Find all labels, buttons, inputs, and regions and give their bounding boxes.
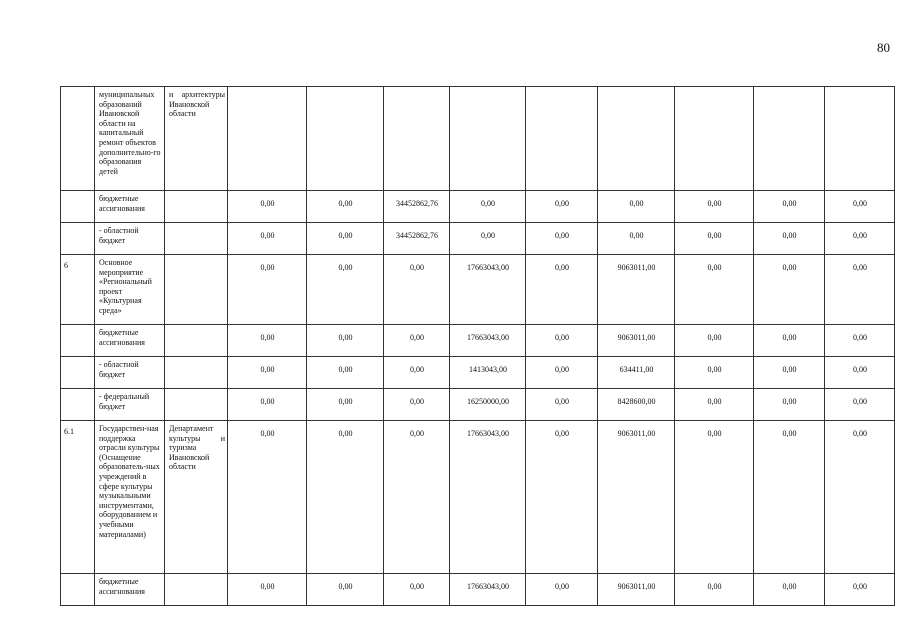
value-cell: 0,00 xyxy=(526,223,598,255)
value-cell: 0,00 xyxy=(754,574,825,606)
value-cell: 0,00 xyxy=(754,223,825,255)
value-cell xyxy=(228,87,307,191)
measure-name-cell: - областной бюджет xyxy=(95,223,165,255)
responsible-cell xyxy=(165,357,228,389)
value-cell: 0,00 xyxy=(675,389,754,421)
row-number-cell xyxy=(61,389,95,421)
value-cell: 0,00 xyxy=(384,325,450,357)
value-cell: 0,00 xyxy=(675,421,754,574)
value-cell: 0,00 xyxy=(825,574,895,606)
value-cell: 0,00 xyxy=(526,389,598,421)
measure-name-cell: бюджетные ассигнования xyxy=(95,191,165,223)
value-cell xyxy=(754,87,825,191)
measure-name-cell: бюджетные ассигнования xyxy=(95,325,165,357)
value-cell: 0,00 xyxy=(675,325,754,357)
row-number-cell xyxy=(61,223,95,255)
value-cell: 0,00 xyxy=(675,357,754,389)
value-cell: 0,00 xyxy=(526,325,598,357)
value-cell: 0,00 xyxy=(754,255,825,325)
value-cell: 0,00 xyxy=(307,223,384,255)
row-number-cell xyxy=(61,574,95,606)
responsible-cell xyxy=(165,389,228,421)
value-cell: 0,00 xyxy=(754,421,825,574)
value-cell: 34452862,76 xyxy=(384,191,450,223)
value-cell: 0,00 xyxy=(228,421,307,574)
table-row xyxy=(61,389,895,421)
value-cell: 1413043,00 xyxy=(450,357,526,389)
value-cell xyxy=(450,87,526,191)
value-cell: 0,00 xyxy=(228,223,307,255)
budget-table xyxy=(60,86,895,606)
responsible-cell xyxy=(165,223,228,255)
value-cell: 0,00 xyxy=(228,325,307,357)
responsible-cell xyxy=(165,325,228,357)
value-cell: 0,00 xyxy=(526,255,598,325)
value-cell: 0,00 xyxy=(228,191,307,223)
table-row xyxy=(61,574,895,606)
row-number-cell: 6 xyxy=(61,255,95,325)
table-row xyxy=(61,191,895,223)
value-cell: 0,00 xyxy=(526,574,598,606)
responsible-cell xyxy=(165,574,228,606)
value-cell: 0,00 xyxy=(307,191,384,223)
measure-name-cell: Основное мероприятие «Региональный проект «Культурная среда» xyxy=(95,255,165,325)
value-cell: 0,00 xyxy=(754,357,825,389)
value-cell: 17663043,00 xyxy=(450,325,526,357)
value-cell: 0,00 xyxy=(307,421,384,574)
value-cell: 0,00 xyxy=(450,223,526,255)
value-cell: 0,00 xyxy=(384,421,450,574)
value-cell: 0,00 xyxy=(825,357,895,389)
page-number: 80 xyxy=(877,40,890,55)
row-number-cell xyxy=(61,87,95,191)
value-cell: 0,00 xyxy=(384,255,450,325)
value-cell: 0,00 xyxy=(228,389,307,421)
value-cell: 0,00 xyxy=(526,191,598,223)
measure-name-cell: - федеральный бюджет xyxy=(95,389,165,421)
measure-name-cell: Государствен-ная поддержка отрасли культуры (Оснащение образователь-ных учреждений в сфере культуры музыкальными инструментами, оборудованием и учебными материалами) xyxy=(95,421,165,574)
value-cell: 0,00 xyxy=(384,389,450,421)
value-cell: 0,00 xyxy=(675,255,754,325)
measure-name-cell: бюджетные ассигнования xyxy=(95,574,165,606)
row-number-cell xyxy=(61,325,95,357)
value-cell: 17663043,00 xyxy=(450,255,526,325)
table-row xyxy=(61,223,895,255)
value-cell: 0,00 xyxy=(526,357,598,389)
value-cell: 34452862,76 xyxy=(384,223,450,255)
value-cell: 17663043,00 xyxy=(450,421,526,574)
value-cell: 0,00 xyxy=(825,389,895,421)
value-cell xyxy=(307,87,384,191)
value-cell: 0,00 xyxy=(675,191,754,223)
row-number-cell: 6.1 xyxy=(61,421,95,574)
table-row xyxy=(61,255,895,325)
value-cell: 0,00 xyxy=(384,357,450,389)
table-row xyxy=(61,421,895,574)
table-row xyxy=(61,325,895,357)
value-cell: 9063011,00 xyxy=(598,325,675,357)
value-cell xyxy=(675,87,754,191)
value-cell: 634411,00 xyxy=(598,357,675,389)
measure-name-cell: - областной бюджет xyxy=(95,357,165,389)
row-number-cell xyxy=(61,357,95,389)
value-cell: 0,00 xyxy=(228,574,307,606)
table-row xyxy=(61,87,895,191)
value-cell: 0,00 xyxy=(825,255,895,325)
value-cell: 9063011,00 xyxy=(598,255,675,325)
value-cell: 0,00 xyxy=(754,389,825,421)
value-cell: 9063011,00 xyxy=(598,574,675,606)
value-cell: 0,00 xyxy=(675,223,754,255)
value-cell: 8428600,00 xyxy=(598,389,675,421)
value-cell: 0,00 xyxy=(825,325,895,357)
value-cell xyxy=(598,87,675,191)
value-cell: 0,00 xyxy=(307,357,384,389)
value-cell xyxy=(526,87,598,191)
value-cell: 0,00 xyxy=(754,325,825,357)
value-cell: 0,00 xyxy=(675,574,754,606)
value-cell: 9063011,00 xyxy=(598,421,675,574)
value-cell: 0,00 xyxy=(307,325,384,357)
measure-name-cell: муниципальных образований Ивановской области на капитальный ремонт объектов дополнительно-го образования детей xyxy=(95,87,165,191)
value-cell: 16250000,00 xyxy=(450,389,526,421)
responsible-cell xyxy=(165,255,228,325)
value-cell: 0,00 xyxy=(307,255,384,325)
table-row xyxy=(61,357,895,389)
responsible-cell: и архитектуры Ивановской области xyxy=(165,87,228,191)
value-cell: 0,00 xyxy=(384,574,450,606)
value-cell: 0,00 xyxy=(825,223,895,255)
value-cell: 0,00 xyxy=(598,223,675,255)
value-cell xyxy=(825,87,895,191)
row-number-cell xyxy=(61,191,95,223)
value-cell: 0,00 xyxy=(450,191,526,223)
value-cell: 0,00 xyxy=(598,191,675,223)
value-cell: 0,00 xyxy=(307,574,384,606)
responsible-cell: Департамент культуры и туризма Ивановской области xyxy=(165,421,228,574)
value-cell: 0,00 xyxy=(825,191,895,223)
value-cell: 0,00 xyxy=(307,389,384,421)
value-cell: 0,00 xyxy=(228,357,307,389)
value-cell: 17663043,00 xyxy=(450,574,526,606)
value-cell xyxy=(384,87,450,191)
value-cell: 0,00 xyxy=(228,255,307,325)
value-cell: 0,00 xyxy=(825,421,895,574)
responsible-cell xyxy=(165,191,228,223)
value-cell: 0,00 xyxy=(754,191,825,223)
value-cell: 0,00 xyxy=(526,421,598,574)
